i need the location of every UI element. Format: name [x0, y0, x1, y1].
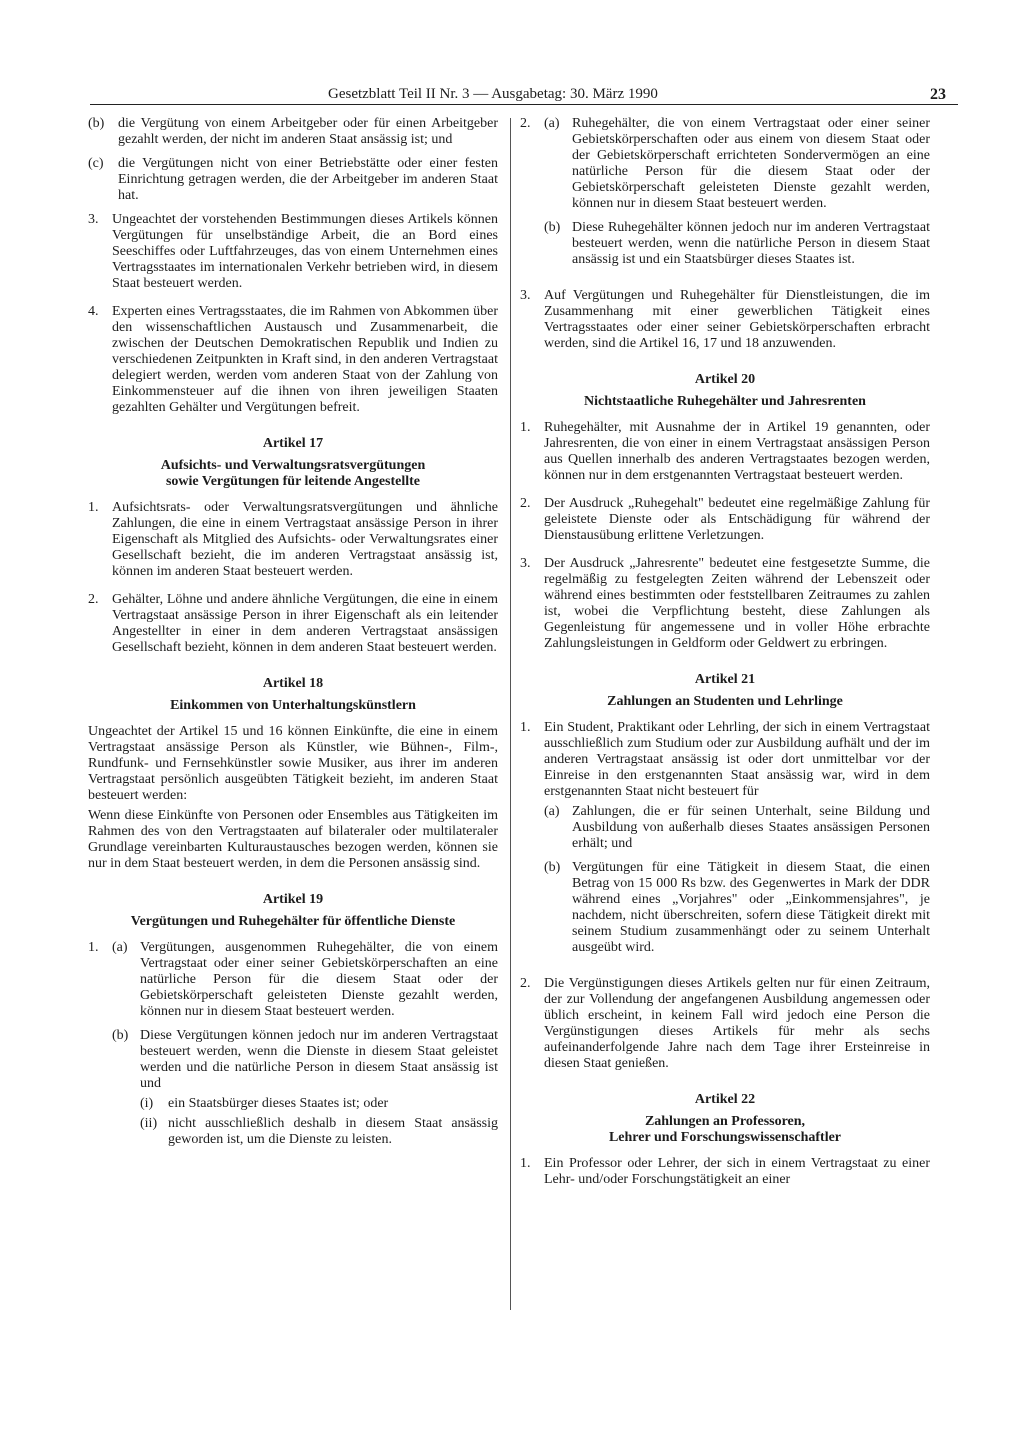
list-item	[88, 116, 498, 148]
paragraph-text: Die Vergünstigungen dieses Artikels gelten nur für einen Zeitraum, der zur Vollendung der angefangenen Ausbildung angemessen oder üblich erscheint, in keinem Fall wird jedoch eine Person die Vergünstigungen dieses Artikels für mehr als sechs aufeinanderfolgende Jahre nach dem Tage ihrer Ersteinreise in diesen Staat genießen.	[544, 976, 930, 1071]
article-heading: Artikel 20	[694, 372, 756, 387]
article-title: Vergütungen und Ruhegehälter für öffentliche Dienste	[130, 914, 456, 929]
paragraph-body	[112, 940, 498, 1156]
item-text: Vergütungen, ausgenommen Ruhegehälter, die von einem Vertragstaat oder einer seiner Gebietskörperschaften an eine natürliche Person für die diesem Staat oder der Gebietskörperschaft geleisteten Dienste gezahlt werden, können nur in diesem Staat besteuert werden.	[140, 940, 498, 1019]
paragraph-body	[544, 720, 930, 964]
article-title-line: Zahlungen an Professoren,	[644, 1114, 806, 1129]
item-label: (b)	[88, 116, 105, 131]
list-item	[140, 1096, 498, 1112]
right-column	[520, 116, 930, 1200]
paragraph	[88, 500, 498, 580]
paragraph	[88, 592, 498, 656]
list-item	[544, 860, 930, 956]
article-title-line: Aufsichts- und Verwaltungsratsvergütungen	[160, 458, 426, 473]
article-heading: Artikel 21	[694, 672, 756, 687]
article-heading: Artikel 17	[262, 436, 324, 451]
paragraph-number: 2.	[520, 116, 531, 131]
paragraph-text: Ruhegehälter, mit Ausnahme der in Artikel 19 genannten, oder Jahresrenten, die von einer in einem Vertragstaat ansässigen Person aus Quellen innerhalb des anderen Vertragstaates bezogen werden, können nur in dem erstgenannten Vertragstaat besteuert werden.	[544, 420, 930, 483]
list-item	[112, 940, 498, 1020]
article-title-line: sowie Vergütungen für leitende Angestellte	[165, 474, 421, 489]
paragraph-number: 1.	[88, 500, 99, 515]
page-header	[90, 86, 954, 104]
item-text: nicht ausschließlich deshalb in diesem Staat ansässig geworden ist, um die Dienste zu leisten.	[168, 1116, 498, 1147]
list-item	[544, 220, 930, 268]
paragraph	[88, 212, 498, 292]
article-heading: Artikel 19	[262, 892, 324, 907]
paragraph	[520, 720, 930, 964]
paragraph-number: 2.	[88, 592, 99, 607]
paragraph-number: 1.	[520, 720, 531, 735]
paragraph-number: 2.	[520, 976, 531, 991]
item-text: ein Staatsbürger dieses Staates ist; oder	[168, 1096, 389, 1111]
paragraph-text: Experten eines Vertragsstaates, die im Rahmen von Abkommen über den wissenschaftlichen Austausch und Zusammenarbeit, die zwischen der Deutschen Demokratischen Republik und Indien zu verschiedenen Zeitpunkten in Kraft sind, in den anderen Vertragstaat delegiert werden, werden vom anderen Staat von der Zahlung von Einkommensteuer auf die ihnen von ihren jeweiligen Staaten gezahlten Gehälter und Vergütungen befreit.	[112, 304, 498, 415]
item-body	[140, 1028, 498, 1148]
article-title-line: Lehrer und Forschungswissenschaftler	[608, 1130, 842, 1145]
article-title: Zahlungen an Studenten und Lehrlinge	[607, 694, 843, 709]
paragraph-text: Aufsichtsrats- oder Verwaltungsratsvergütungen und ähnliche Zahlungen, die eine in einem Vertragstaat ansässige Person in ihrer Eigenschaft als Mitglied des Aufsichts- oder Verwaltungsrates einer Gesellschaft bezieht, die im anderen Vertragstaat ansässig ist, können im anderen Staat besteuert werden.	[112, 500, 498, 579]
paragraph-number: 1.	[88, 940, 99, 955]
paragraph	[520, 976, 930, 1072]
list-item	[88, 156, 498, 204]
paragraph-text: Ein Professor oder Lehrer, der sich in einem Vertragstaat zu einer Lehr- und/oder Forschungstätigkeit an einer	[544, 1156, 930, 1187]
article-title: Nichtstaatliche Ruhegehälter und Jahresrenten	[584, 394, 866, 409]
paragraph-body	[544, 116, 930, 276]
item-label: (b)	[544, 220, 561, 235]
paragraph-number: 3.	[520, 556, 531, 571]
item-text: Diese Vergütungen können jedoch nur im anderen Vertragstaat besteuert werden, wenn die Dienste in diesem Staat geleistet werden und die natürliche Person in diesem Staat ansässig ist und	[140, 1028, 498, 1091]
item-text: die Vergütungen nicht von einer Betriebstätte oder einer festen Einrichtung getragen werden, die der Arbeitgeber im anderen Staat hat.	[118, 156, 498, 203]
paragraph-number: 2.	[520, 496, 531, 511]
paragraph-text: Ungeachtet der vorstehenden Bestimmungen dieses Artikels können Vergütungen für unselbständige Arbeit, die an Bord eines Seeschiffes oder Luftfahrzeuges, das von einem Unternehmen eines Vertragsstaates im internationalen Verkehr betrieben wird, in diesem Staat besteuert werden.	[112, 212, 498, 291]
header-title: Gesetzblatt Teil II Nr. 3 — Ausgabetag: 30. März 1990	[328, 86, 658, 102]
paragraph-text: Gehälter, Löhne und andere ähnliche Vergütungen, die eine in einem Vertragstaat ansässige Person in ihrer Eigenschaft als ein leitender Angestellter in einer in dem anderen Vertragstaat ansässigen Gesellschaft bezieht, können in dem anderen Staat besteuert werden.	[112, 592, 498, 655]
article-title	[520, 1114, 930, 1146]
paragraph	[520, 420, 930, 484]
paragraph	[520, 496, 930, 544]
paragraph-number: 1.	[520, 1156, 531, 1171]
article-heading: Artikel 18	[262, 676, 324, 691]
paragraph-number: 4.	[88, 304, 99, 319]
item-text: Ruhegehälter, die von einem Vertragstaat oder einer seiner Gebietskörperschaften oder aus einem von diesem Staat oder der Gebietskörperschaft errichteten Sondervermögen an eine natürliche Person für die diesem Staat oder der Gebietskörperschaft geleisteten Dienste gezahlt werden, können nur in diesem Staat besteuert werden.	[572, 116, 930, 211]
item-text: Vergütungen für eine Tätigkeit in diesem Staat, die einen Betrag von 15 000 Rs bzw. des Gegenwertes in Mark der DDR während eines „Vorjahres" oder „Einkommensjahres", je nachdem, nicht überschreiten, sofern diese Tätigkeit direkt mit seinem Studium zusammenhängt oder zu seinem Unterhalt ausgeübt wird.	[572, 860, 930, 955]
item-label: (i)	[140, 1096, 154, 1111]
item-label: (ii)	[140, 1116, 158, 1131]
list-item	[544, 116, 930, 212]
list-item	[544, 804, 930, 852]
item-text: Zahlungen, die er für seinen Unterhalt, seine Bildung und Ausbildung von außerhalb dieses Staates ansässigen Personen erhält; und	[572, 804, 930, 851]
item-label: (a)	[544, 804, 560, 819]
paragraph-number: 3.	[88, 212, 99, 227]
article-title	[88, 458, 498, 490]
item-label: (a)	[544, 116, 560, 131]
paragraph-text: Der Ausdruck „Jahresrente" bedeutet eine festgesetzte Summe, die regelmäßig zu festgelegten Zeiten während der Lebenszeit oder während eines bestimmten oder feststellbaren Zeitraumes zu zahlen ist, wobei die Verpflichtung besteht, diese Zahlungen als Gegenleistung für angemessene und in voller Höhe erbrachte Zahlungsleistungen in Geldform oder Geldwert zu erbringen.	[544, 556, 930, 651]
paragraph	[88, 304, 498, 416]
item-label: (b)	[544, 860, 561, 875]
item-text: die Vergütung von einem Arbeitgeber oder für einen Arbeitgeber gezahlt werden, der nicht im anderen Staat ansässig ist; und	[118, 116, 498, 147]
article-heading: Artikel 22	[694, 1092, 756, 1107]
paragraph	[520, 116, 930, 276]
paragraph	[520, 1156, 930, 1188]
header-rule	[90, 104, 958, 105]
item-label: (b)	[112, 1028, 129, 1043]
column-divider	[510, 118, 511, 1310]
paragraph-text: Ungeachtet der Artikel 15 und 16 können Einkünfte, die eine in einem Vertragstaat ansässige Person als Künstler, wie Bühnen-, Film-, Rundfunk- und Fernsehkünstler sowie Musiker, aus ihrer im anderen Vertragstaat persönlich ausgeübten Tätigkeit bezieht, im anderen Staat besteuert werden:	[88, 724, 498, 803]
paragraph-number: 3.	[520, 288, 531, 303]
item-text: Diese Ruhegehälter können jedoch nur im anderen Vertragstaat besteuert werden, wenn die natürliche Person in diesem Staat ansässig ist und ein Staatsbürger dieses Staates ist.	[572, 220, 930, 267]
left-column	[88, 116, 498, 1168]
page-number: 23	[930, 86, 946, 103]
item-label: (a)	[112, 940, 128, 955]
item-label: (c)	[88, 156, 104, 171]
paragraph-text: Auf Vergütungen und Ruhegehälter für Dienstleistungen, die im Zusammenhang mit einer gewerblichen Tätigkeit eines Vertragsstaates oder einer seiner Gebietskörperschaften erbracht werden, sind die Artikel 16, 17 und 18 anzuwenden.	[544, 288, 930, 351]
paragraph-text: Der Ausdruck „Ruhegehalt" bedeutet eine regelmäßige Zahlung für geleistete Dienste oder als Entschädigung für während der Dienstausübung erlittene Verletzungen.	[544, 496, 930, 543]
paragraph-text: Ein Student, Praktikant oder Lehrling, der sich in einem Vertragstaat ausschließlich zum Studium oder zur Ausbildung aufhält und der im anderen Vertragstaat ansässig ist oder dort unmittelbar vor der Einreise in den erstgenannten Staat ansässig war, wird in dem erstgenannten Staat nicht besteuert für	[544, 720, 930, 799]
list-item	[140, 1116, 498, 1148]
paragraph	[520, 288, 930, 352]
paragraph	[88, 940, 498, 1156]
paragraph-text: Wenn diese Einkünfte von Personen oder Ensembles aus Tätigkeiten im Rahmen des von den Vertragstaaten auf bilateraler oder multilateraler Grundlage vereinbarten Kulturaustausches bezogen werden, können sie nur in dem Staat besteuert werden, in dem die Personen ansässig sind.	[88, 808, 498, 871]
article-title: Einkommen von Unterhaltungskünstlern	[170, 698, 416, 713]
paragraph	[520, 556, 930, 652]
list-item	[112, 1028, 498, 1148]
paragraph-number: 1.	[520, 420, 531, 435]
